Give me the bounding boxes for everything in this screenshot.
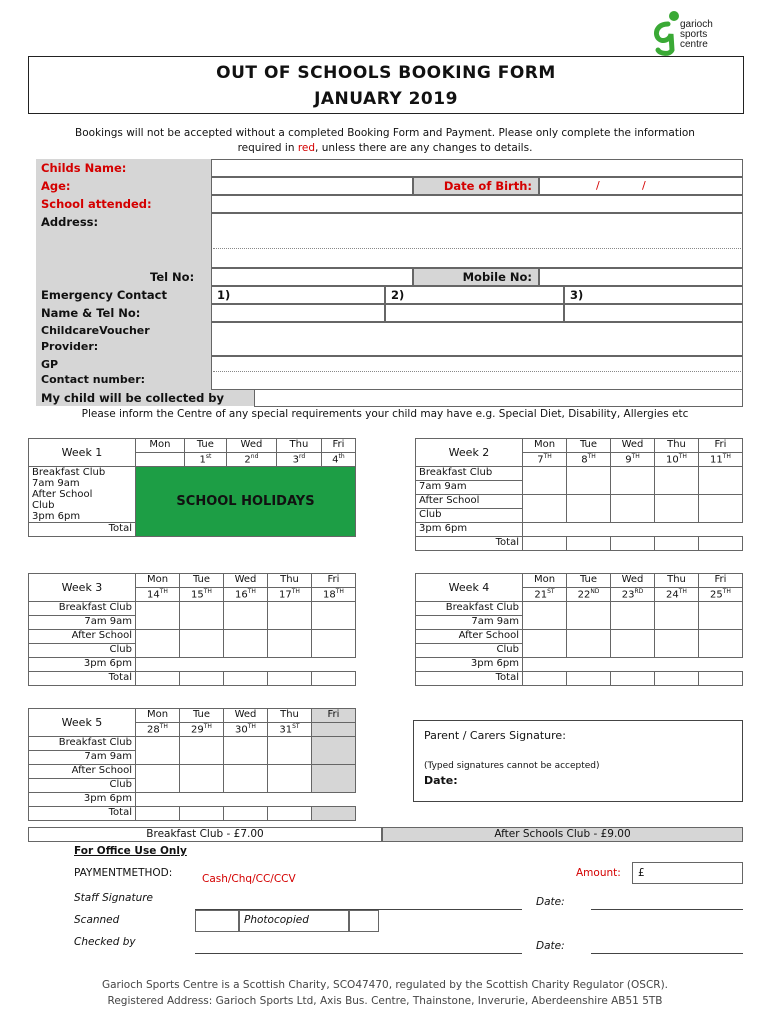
dob-field[interactable] (539, 177, 743, 195)
garioch-logo (650, 10, 740, 58)
payment-method-label: PAYMENTMETHOD: (74, 867, 173, 879)
w3-after-label: After School (29, 630, 136, 644)
w4-date-mon: 21ST (523, 588, 567, 602)
w2-day-wed: Wed (611, 439, 655, 453)
signature-note: (Typed signatures cannot be accepted) (424, 761, 600, 771)
intro-line1: Bookings will not be accepted without a completed Booking Form and Payment. Please only complete the information (75, 127, 695, 139)
emergency-2-field[interactable] (385, 286, 564, 304)
w2-after-label: After School (416, 495, 523, 509)
w4-date-thu: 24TH (655, 588, 699, 602)
w5-club-label: Club (29, 779, 136, 793)
w5-date-wed: 30TH (224, 723, 268, 737)
w2-breakfast-mon-cell[interactable] (523, 467, 567, 495)
runner-icon (650, 10, 684, 56)
w4-date-tue: 22ND (567, 588, 611, 602)
w5-date-fri (312, 723, 356, 737)
week-2-label: Week 2 (416, 439, 523, 467)
w3-after-time-label: 3pm 6pm (29, 658, 136, 672)
w4-total-mon-cell[interactable] (523, 672, 567, 686)
w3-date-thu: 17TH (268, 588, 312, 602)
footer (28, 977, 742, 1009)
w2-day-tue: Tue (567, 439, 611, 453)
office-use-heading: For Office Use Only (74, 845, 187, 857)
w4-after-tue-cell[interactable] (567, 630, 611, 658)
checked-by-label: Checked by (74, 936, 136, 948)
w4-after-wed-cell[interactable] (611, 630, 655, 658)
w1-day-wed: Wed (226, 439, 276, 453)
w4-breakfast-mon-cell[interactable] (523, 602, 567, 630)
w4-date-wed: 23RD (611, 588, 655, 602)
w2-after-mon-cell[interactable] (523, 495, 567, 523)
week-2-table (415, 438, 743, 551)
w3-breakfast-fri-cell[interactable] (312, 602, 356, 630)
w5-after-wed-cell[interactable] (224, 765, 268, 793)
w4-after-label: After School (416, 630, 523, 644)
breakfast-price: Breakfast Club - £7.00 (28, 827, 382, 842)
week-4-label: Week 4 (416, 574, 523, 602)
w1-total-label: Total (29, 523, 136, 537)
week-5-label: Week 5 (29, 709, 136, 737)
dob-separator-1: / (596, 179, 600, 192)
w3-after-wed-cell[interactable] (224, 630, 268, 658)
staff-date-line[interactable] (591, 909, 743, 910)
w5-total-tue-cell[interactable] (180, 807, 224, 821)
emergency-2-tel[interactable] (385, 304, 564, 322)
amount-label: Amount: (576, 867, 621, 879)
collected-label: My child will be collected by (41, 391, 225, 405)
w5-after-fri-cell (312, 765, 356, 793)
w4-after-fri-cell[interactable] (699, 630, 743, 658)
signature-box[interactable] (413, 720, 743, 802)
payment-methods: Cash/Chq/CC/CCV (202, 873, 296, 885)
w5-breakfast-wed-cell[interactable] (224, 737, 268, 765)
w4-total-tue-cell[interactable] (567, 672, 611, 686)
emergency-2-label: 2) (391, 288, 405, 302)
w5-date-thu: 31ST (268, 723, 312, 737)
intro-text (28, 126, 742, 156)
w2-breakfast-label: Breakfast Club (416, 467, 523, 481)
tel-field[interactable] (211, 268, 413, 286)
w4-day-wed: Wed (611, 574, 655, 588)
w2-day-thu: Thu (655, 439, 699, 453)
checked-date-label: Date: (536, 940, 565, 952)
title-box (28, 56, 744, 114)
w2-total-fri-cell[interactable] (699, 537, 743, 551)
w5-breakfast-label: Breakfast Club (29, 737, 136, 751)
gp-contact-label: Contact number: (41, 373, 146, 386)
w3-after-tue-cell[interactable] (180, 630, 224, 658)
w3-breakfast-time-label: 7am 9am (29, 616, 136, 630)
after-school-price: After Schools Club - £9.00 (382, 827, 743, 842)
w5-total-mon-cell[interactable] (136, 807, 180, 821)
week-1-label: Week 1 (29, 439, 136, 467)
w2-day-fri: Fri (699, 439, 743, 453)
w4-total-thu-cell[interactable] (655, 672, 699, 686)
w5-breakfast-mon-cell[interactable] (136, 737, 180, 765)
w5-breakfast-fri-cell (312, 737, 356, 765)
w1-date-fri: 4th (321, 453, 355, 467)
emergency-3-field[interactable] (564, 286, 743, 304)
w4-day-tue: Tue (567, 574, 611, 588)
w3-total-fri-cell[interactable] (312, 672, 356, 686)
logo-line3: centre (680, 39, 708, 50)
name-tel-label: Name & Tel No: (41, 306, 141, 320)
staff-signature-label: Staff Signature (74, 892, 154, 904)
w5-total-label: Total (29, 807, 136, 821)
w3-breakfast-mon-cell[interactable] (136, 602, 180, 630)
checked-by-line[interactable] (195, 953, 522, 954)
w3-after-mon-cell[interactable] (136, 630, 180, 658)
dob-label-cell (413, 177, 539, 195)
emergency-1-label: 1) (217, 288, 231, 302)
signature-label: Parent / Carers Signature: (424, 729, 566, 742)
pound-sign: £ (638, 867, 645, 879)
w2-date-fri: 11TH (699, 453, 743, 467)
w5-after-mon-cell[interactable] (136, 765, 180, 793)
address-label: Address: (41, 215, 99, 229)
w3-date-fri: 18TH (312, 588, 356, 602)
w3-after-thu-cell[interactable] (268, 630, 312, 658)
w2-date-thu: 10TH (655, 453, 699, 467)
provider-label: Provider: (41, 340, 99, 353)
w5-breakfast-tue-cell[interactable] (180, 737, 224, 765)
w4-day-thu: Thu (655, 574, 699, 588)
emergency-3-tel[interactable] (564, 304, 743, 322)
w5-breakfast-time-label: 7am 9am (29, 751, 136, 765)
w2-after-fri-cell[interactable] (699, 495, 743, 523)
w3-after-fri-cell[interactable] (312, 630, 356, 658)
w2-total-label: Total (416, 537, 523, 551)
mobile-label-cell (413, 268, 539, 286)
w5-total-thu-cell[interactable] (268, 807, 312, 821)
address-dotted-line (213, 248, 741, 249)
w3-day-mon: Mon (136, 574, 180, 588)
dob-label: Date of Birth: (443, 179, 532, 193)
w1-date-wed: 2nd (226, 453, 276, 467)
school-holidays-block: SCHOOL HOLIDAYS (136, 467, 356, 537)
photocopied-box[interactable] (239, 910, 349, 932)
w1-day-tue: Tue (184, 439, 226, 453)
w2-total-mon-cell[interactable] (523, 537, 567, 551)
staff-date-label: Date: (536, 896, 565, 908)
w2-date-wed: 9TH (611, 453, 655, 467)
w2-breakfast-wed-cell[interactable] (611, 467, 655, 495)
w3-day-thu: Thu (268, 574, 312, 588)
w4-total-wed-cell[interactable] (611, 672, 655, 686)
w3-date-mon: 14TH (136, 588, 180, 602)
w1-date-mon (136, 453, 185, 467)
special-requirements-note: Please inform the Centre of any special requirements your child may have e.g. Special Diet, Disability, Allergies etc (81, 408, 689, 420)
w4-breakfast-label: Breakfast Club (416, 602, 523, 616)
intro-red-word: red (297, 142, 316, 154)
w4-after-mon-cell[interactable] (523, 630, 567, 658)
w1-date-thu: 3rd (277, 453, 322, 467)
collected-field[interactable] (254, 389, 743, 407)
w2-after-thu-cell[interactable] (655, 495, 699, 523)
w4-after-time-label: 3pm 6pm (416, 658, 523, 672)
w3-date-tue: 15TH (180, 588, 224, 602)
w2-breakfast-fri-cell[interactable] (699, 467, 743, 495)
w2-breakfast-thu-cell[interactable] (655, 467, 699, 495)
scanned-label: Scanned (74, 914, 120, 926)
w4-breakfast-thu-cell[interactable] (655, 602, 699, 630)
w4-breakfast-wed-cell[interactable] (611, 602, 655, 630)
w5-day-mon: Mon (136, 709, 180, 723)
week-4-table (415, 573, 743, 686)
logo-line2: sports (680, 29, 708, 40)
w2-after-time-label: 3pm 6pm (416, 523, 523, 537)
w5-after-time-label: 3pm 6pm (29, 793, 136, 807)
w2-after-tue-cell[interactable] (567, 495, 611, 523)
w3-breakfast-thu-cell[interactable] (268, 602, 312, 630)
emergency-1-field[interactable] (211, 286, 385, 304)
intro-part3: , unless there are any changes to details. (315, 142, 533, 154)
w3-total-mon-cell[interactable] (136, 672, 180, 686)
w3-breakfast-label: Breakfast Club (29, 602, 136, 616)
page-subtitle: JANUARY 2019 (314, 89, 458, 109)
age-label: Age: (41, 179, 71, 193)
w5-after-tue-cell[interactable] (180, 765, 224, 793)
w2-total-tue-cell[interactable] (567, 537, 611, 551)
w2-breakfast-time-label: 7am 9am (416, 481, 523, 495)
address-field[interactable] (211, 213, 743, 268)
dob-separator-2: / (642, 179, 646, 192)
tel-label: Tel No: (150, 270, 195, 284)
w2-total-wed-cell[interactable] (611, 537, 655, 551)
emergency-1-tel[interactable] (211, 304, 385, 322)
w3-day-fri: Fri (312, 574, 356, 588)
voucher-field[interactable] (211, 322, 743, 356)
w3-date-wed: 16TH (224, 588, 268, 602)
w2-club-label: Club (416, 509, 523, 523)
w1-day-thu: Thu (277, 439, 322, 453)
amount-field[interactable] (632, 862, 743, 884)
voucher-label: ChildcareVoucher (41, 324, 150, 337)
footer-line2: Registered Address: Garioch Sports Ltd, Axis Bus. Centre, Thainstone, Inverurie, Aberdeenshire AB51 5TB (107, 995, 663, 1007)
w3-club-label: Club (29, 644, 136, 658)
gp-label: GP (41, 358, 59, 371)
school-field[interactable] (211, 195, 743, 213)
week-3-label: Week 3 (29, 574, 136, 602)
w2-date-tue: 8TH (567, 453, 611, 467)
emergency-3-label: 3) (570, 288, 584, 302)
week-5-table (28, 708, 356, 821)
w1-day-mon: Mon (136, 439, 185, 453)
w5-day-thu: Thu (268, 709, 312, 723)
w5-date-tue: 29TH (180, 723, 224, 737)
photocopied-check[interactable] (349, 910, 379, 932)
w5-total-wed-cell[interactable] (224, 807, 268, 821)
w4-breakfast-tue-cell[interactable] (567, 602, 611, 630)
w4-date-fri: 25TH (699, 588, 743, 602)
w3-total-tue-cell[interactable] (180, 672, 224, 686)
logo-line1: garioch (680, 19, 713, 30)
w2-breakfast-tue-cell[interactable] (567, 467, 611, 495)
w4-total-fri-cell[interactable] (699, 672, 743, 686)
w3-breakfast-wed-cell[interactable] (224, 602, 268, 630)
page-title: OUT OF SCHOOLS BOOKING FORM (216, 63, 556, 83)
w5-date-mon: 28TH (136, 723, 180, 737)
w5-day-fri: Fri (312, 709, 356, 723)
week-3-table (28, 573, 356, 686)
mobile-label: Mobile No: (462, 270, 532, 284)
w5-day-tue: Tue (180, 709, 224, 723)
w4-day-mon: Mon (523, 574, 567, 588)
w1-date-tue: 1st (184, 453, 226, 467)
w2-day-mon: Mon (523, 439, 567, 453)
w3-breakfast-tue-cell[interactable] (180, 602, 224, 630)
w1-day-fri: Fri (321, 439, 355, 453)
w5-day-wed: Wed (224, 709, 268, 723)
gp-field[interactable] (211, 356, 743, 390)
mobile-field[interactable] (539, 268, 743, 286)
w4-breakfast-time-label: 7am 9am (416, 616, 523, 630)
w3-day-tue: Tue (180, 574, 224, 588)
w3-day-wed: Wed (224, 574, 268, 588)
intro-part2: required in (237, 142, 298, 154)
w4-day-fri: Fri (699, 574, 743, 588)
w5-after-label: After School (29, 765, 136, 779)
w2-after-wed-cell[interactable] (611, 495, 655, 523)
intro-line2 (28, 141, 742, 156)
age-field[interactable] (211, 177, 413, 195)
school-label: School attended: (41, 197, 152, 211)
w4-after-thu-cell[interactable] (655, 630, 699, 658)
photocopied-label: Photocopied (244, 914, 309, 926)
w3-total-label: Total (29, 672, 136, 686)
w3-total-wed-cell[interactable] (224, 672, 268, 686)
w2-total-thu-cell[interactable] (655, 537, 699, 551)
footer-line1: Garioch Sports Centre is a Scottish Charity, SCO47470, regulated by the Scottish Charity Regulator (OSCR). (101, 979, 669, 991)
signature-date-label: Date: (424, 774, 458, 787)
week-1-table (28, 438, 356, 537)
w5-after-thu-cell[interactable] (268, 765, 312, 793)
w3-total-thu-cell[interactable] (268, 672, 312, 686)
checked-date-line[interactable] (591, 953, 743, 954)
w4-breakfast-fri-cell[interactable] (699, 602, 743, 630)
scanned-box[interactable] (195, 910, 239, 932)
w4-club-label: Club (416, 644, 523, 658)
childs-name-field[interactable] (211, 159, 743, 177)
gp-dotted-line (213, 371, 741, 372)
childs-name-label: Childs Name: (41, 161, 127, 175)
w5-breakfast-thu-cell[interactable] (268, 737, 312, 765)
emergency-label: Emergency Contact (41, 288, 167, 302)
w5-total-fri-cell (312, 807, 356, 821)
w1-breakfast-label: Breakfast Club 7am 9am After School Club 3pm 6pm (29, 467, 136, 523)
w4-total-label: Total (416, 672, 523, 686)
w2-date-mon: 7TH (523, 453, 567, 467)
